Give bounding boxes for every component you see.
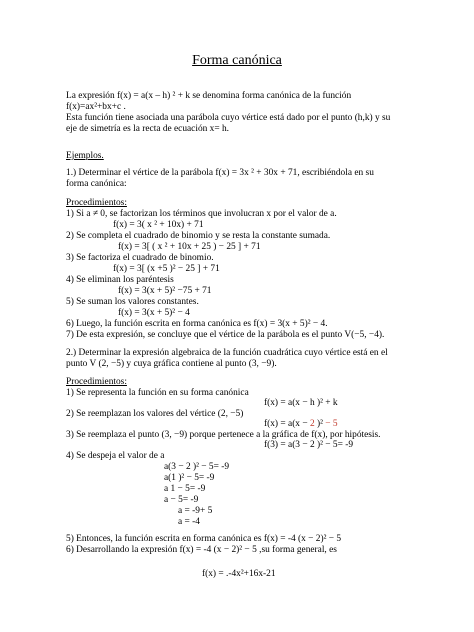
ex2-solve-1: a(3 − 2 )² − 5= -9 (164, 462, 230, 472)
intro-line-4: eje de simetría es la recta de ecuación x= h. (66, 124, 230, 134)
ex1-formula-5: f(x) = 3(x + 5)² − 4 (118, 308, 190, 318)
ex2-step-3: 3) Se reemplaza el punto (3, −9) porque pertenece a la gráfica de f(x), por hipótesis. (66, 430, 381, 440)
ex1-step-2: 2) Se completa el cuadrado de binomio y se resta la constante sumada. (66, 231, 331, 241)
ex1-statement-2: forma canónica: (66, 179, 127, 189)
ex1-step-6: 6) Luego, la función escrita en forma canónica es f(x) = 3(x + 5)² − 4. (66, 319, 328, 329)
ex1-step-5: 5) Se suman los valores constantes. (66, 297, 199, 307)
ex2-procedures-heading: Procedimientos: (66, 377, 127, 387)
ex2-final-formula: f(x) = .-4x²+16x-21 (202, 569, 276, 579)
ex1-statement-1: 1.) Determinar el vértice de la parábola f(x) = 3x ² + 30x + 71, escribiéndola en su (66, 168, 374, 178)
intro-line-2: f(x)=ax²+bx+c . (66, 102, 126, 112)
ex2-formula-2-h: 2 (309, 419, 315, 429)
page-title: Forma canónica (192, 53, 282, 68)
ex2-formula-2-mid: )² (314, 419, 326, 429)
ex2-step-2: 2) Se reemplazan los valores del vértice (2, −5) (66, 409, 244, 419)
ex2-step-6: 6) Desarrollando la expresión f(x) = -4 (x − 2)² − 5 ,su forma general, es (66, 545, 337, 555)
ex1-step-1: 1) Si a ≠ 0, se factorizan los términos que involucran x por el valor de a. (66, 209, 337, 219)
ex2-formula-1: f(x) = a(x − h )² + k (264, 398, 338, 408)
ex2-formula-2 (264, 419, 338, 430)
ex2-solve-6: a = -4 (178, 517, 200, 527)
ex2-solve-4: a − 5= -9 (164, 495, 199, 505)
ex1-step-7: 7) De esta expresión, se concluye que el vértice de la parábola es el punto V(−5, −4). (66, 330, 385, 340)
ex2-solve-2: a(1 )² − 5= -9 (164, 473, 215, 483)
ex1-step-3: 3) Se factoriza el cuadrado de binomio. (66, 253, 214, 263)
ex1-formula-4: f(x) = 3(x + 5)² −75 + 71 (118, 286, 212, 296)
ex2-formula-2-pre: f(x) = a(x − (264, 419, 310, 429)
ex2-solve-3: a 1 − 5= -9 (164, 484, 206, 494)
examples-heading: Ejemplos. (66, 151, 104, 161)
ex1-formula-2: f(x) = 3[ ( x ² + 10x + 25 ) − 25 ] + 71 (118, 242, 261, 252)
ex2-statement-2: punto V (2, −5) y cuya gráfica contiene al punto (3, −9). (66, 359, 277, 369)
ex2-formula-2-k: − 5 (325, 419, 338, 429)
ex2-solve-5: a = -9+ 5 (178, 506, 213, 516)
intro-line-1: La expresión f(x) = a(x – h) ² + k se denomina forma canónica de la función (66, 91, 352, 101)
ex1-formula-1: f(x) = 3( x ² + 10x) + 71 (113, 220, 204, 230)
ex2-formula-3: f(3) = a(3 − 2 )² − 5= -9 (264, 440, 354, 450)
ex1-formula-3: f(x) = 3[ (x +5 )² − 25 ] + 71 (113, 264, 220, 274)
intro-line-3: Esta función tiene asociada una parábola cuyo vértice está dado por el punto (h,k) y su (66, 113, 391, 123)
ex1-procedures-heading: Procedimientos: (66, 198, 127, 208)
ex2-step-5: 5) Entonces, la función escrita en forma canónica es f(x) = -4 (x − 2)² − 5 (66, 534, 342, 544)
ex2-statement-1: 2.) Determinar la expresión algebraica de la función cuadrática cuyo vértice está en el (66, 348, 388, 358)
ex1-step-4: 4) Se eliminan los paréntesis (66, 275, 174, 285)
ex2-step-4: 4) Se despeja el valor de a (66, 451, 165, 461)
ex2-step-1: 1) Se representa la función en su forma canónica (66, 388, 249, 398)
